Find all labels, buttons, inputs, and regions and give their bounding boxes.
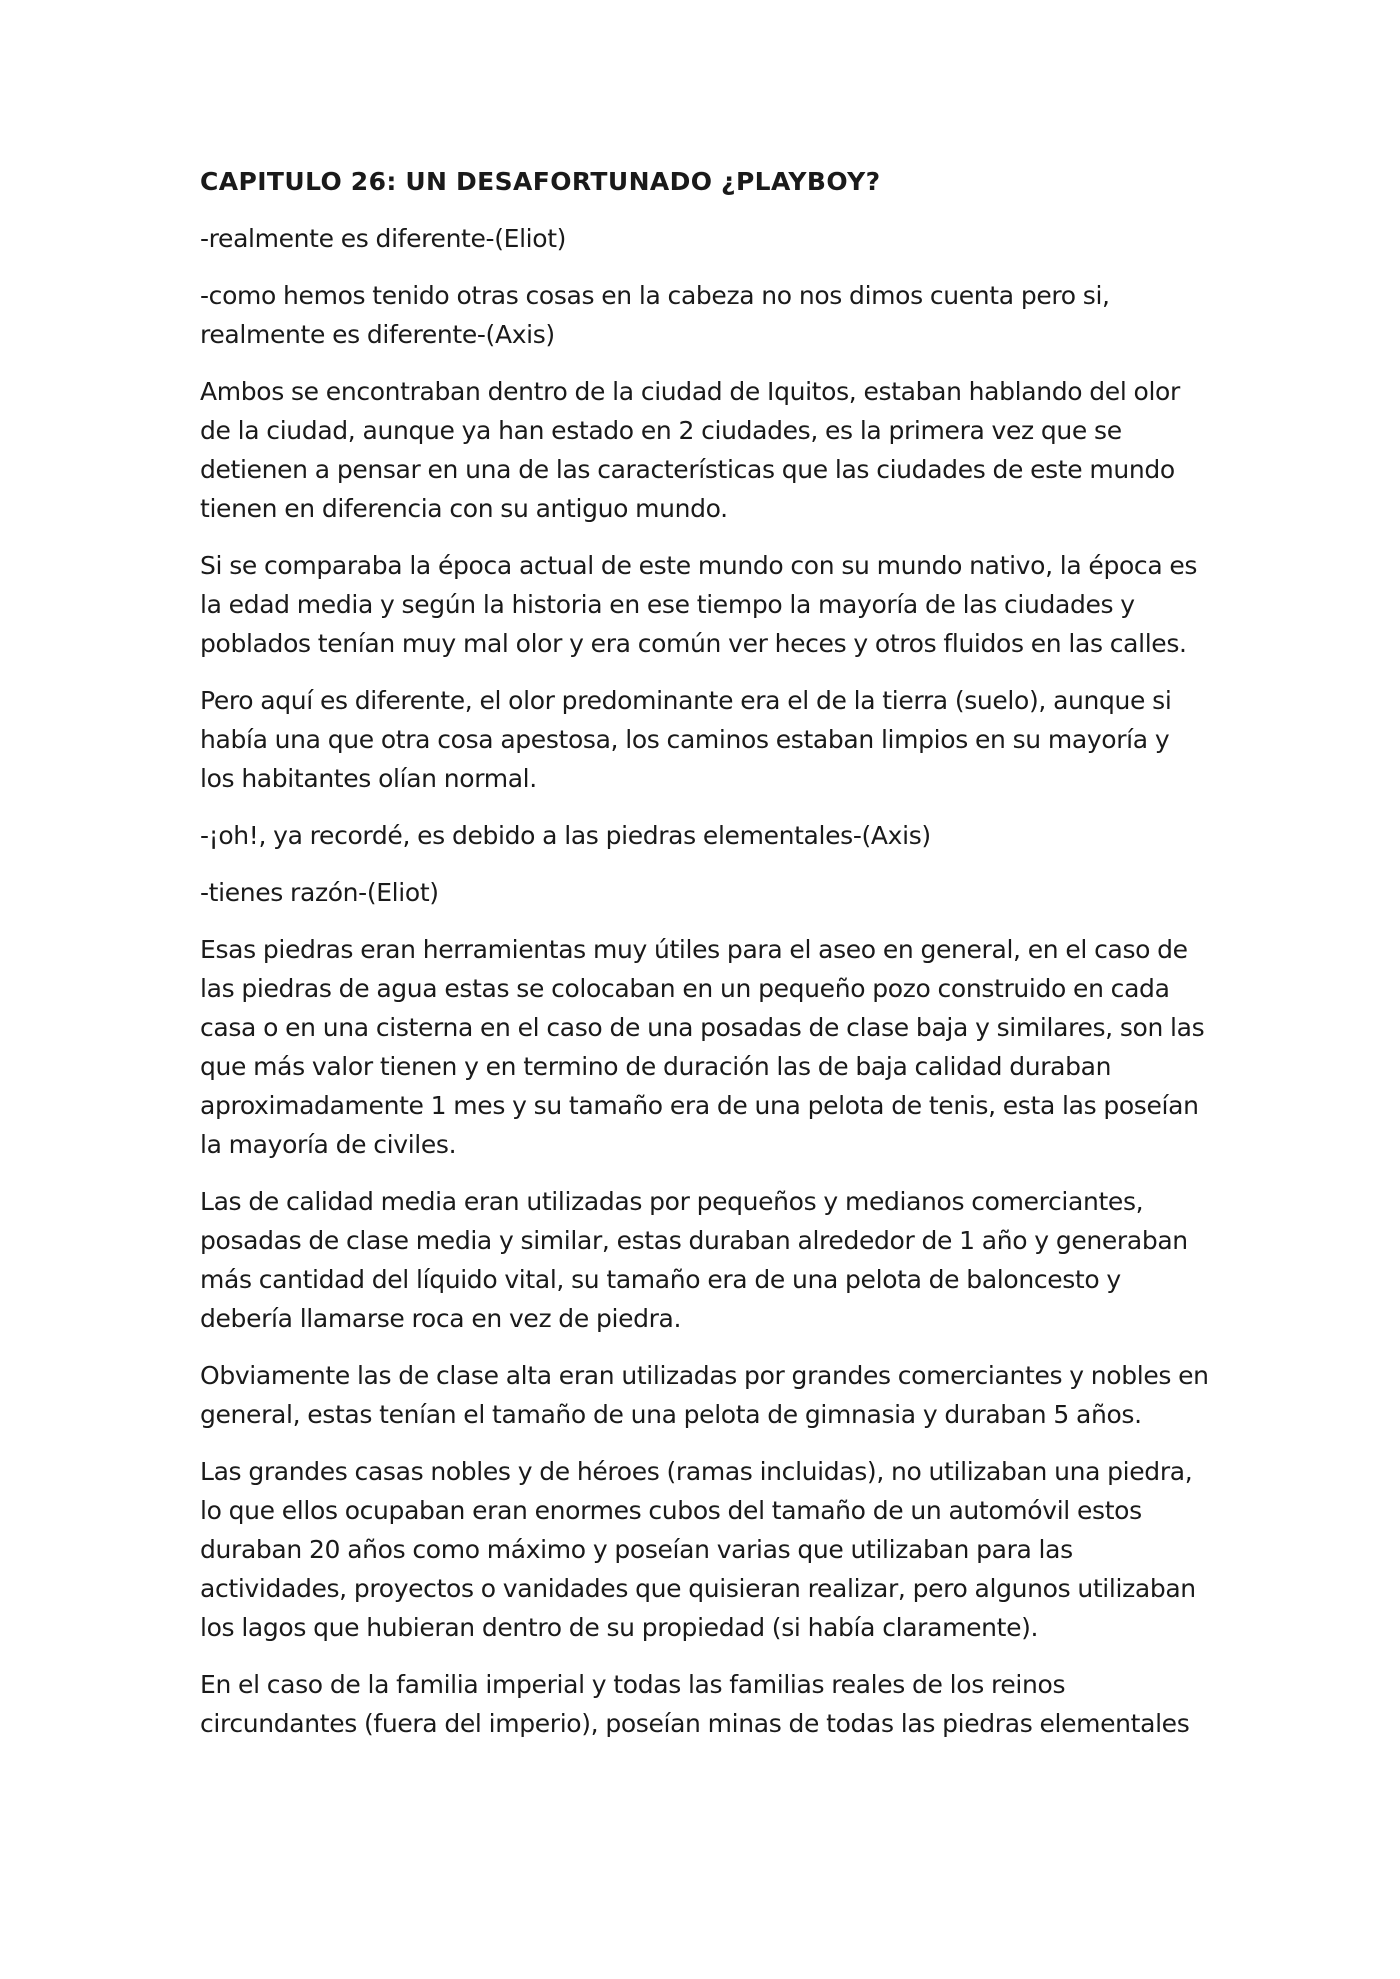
paragraph-8: Esas piedras eran herramientas muy útiles para el aseo en general, en el caso de las piedras de agua estas se colocaban en un pequeño pozo construido en cada casa o en una cisterna en el caso de una posadas de clase baja y similares, son las que más valor tienen y en termino de duración las de baja calidad duraban aproximadamente 1 mes y su tamaño era de una pelota de tenis, esta las poseían la mayoría de civiles. bbox=[200, 935, 1205, 1159]
paragraph-3: Ambos se encontraban dentro de la ciudad de Iquitos, estaban hablando del olor de la ciudad, aunque ya han estado en 2 ciudades, es la primera vez que se detienen a pensar en una de las características que las ciudades de este mundo tienen en diferencia con su antiguo mundo. bbox=[200, 377, 1180, 523]
paragraph-9: Las de calidad media eran utilizadas por pequeños y medianos comerciantes, posadas de clase media y similar, estas duraban alrededor de 1 año y generaban más cantidad del líquido vital, su tamaño era de una pelota de baloncesto y debería llamarse roca en vez de piedra. bbox=[200, 1187, 1188, 1333]
document-body bbox=[200, 162, 1210, 1761]
paragraph-10: Obviamente las de clase alta eran utilizadas por grandes comerciantes y nobles en general, estas tenían el tamaño de una pelota de gimnasia y duraban 5 años. bbox=[200, 1361, 1209, 1429]
paragraph-11: Las grandes casas nobles y de héroes (ramas incluidas), no utilizaban una piedra, lo que ellos ocupaban eran enormes cubos del tamaño de un automóvil estos duraban 20 años como máximo y poseían varias que utilizaban para las actividades, proyectos o vanidades que quisieran realizar, pero algunos utilizaban los lagos que hubieran dentro de su propiedad (si había claramente). bbox=[200, 1457, 1196, 1642]
chapter-title: CAPITULO 26: UN DESAFORTUNADO ¿PLAYBOY? bbox=[200, 167, 881, 196]
paragraph-12: En el caso de la familia imperial y todas las familias reales de los reinos circundantes (fuera del imperio), poseían minas de todas las piedras elementales bbox=[200, 1670, 1190, 1738]
paragraph-6: -¡oh!, ya recordé, es debido a las piedras elementales-(Axis) bbox=[200, 821, 931, 850]
paragraph-7: -tienes razón-(Eliot) bbox=[200, 878, 439, 907]
paragraph-1: -realmente es diferente-(Eliot) bbox=[200, 224, 567, 253]
paragraph-2: -como hemos tenido otras cosas en la cabeza no nos dimos cuenta pero si, realmente es diferente-(Axis) bbox=[200, 281, 1110, 349]
paragraph-5: Pero aquí es diferente, el olor predominante era el de la tierra (suelo), aunque si había una que otra cosa apestosa, los caminos estaban limpios en su mayoría y los habitantes olían normal. bbox=[200, 686, 1172, 793]
paragraph-4: Si se comparaba la época actual de este mundo con su mundo nativo, la época es la edad media y según la historia en ese tiempo la mayoría de las ciudades y poblados tenían muy mal olor y era común ver heces y otros fluidos en las calles. bbox=[200, 551, 1198, 658]
